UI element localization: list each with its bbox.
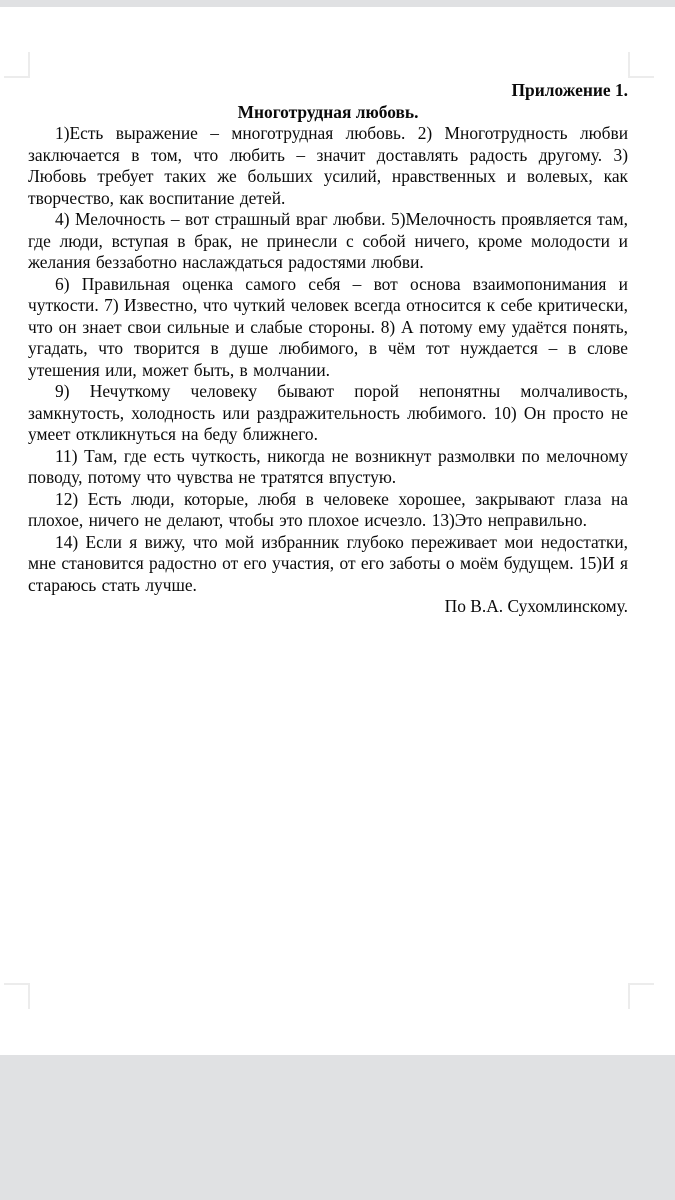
- appendix-label: Приложение 1.: [511, 80, 628, 100]
- paragraph-1: 1)Есть выражение – многотрудная любовь. 2) Многотрудность любви заключается в том, что любить – значит доставлять радость другому. 3) Любовь требует таких же больших усилий, нравственных и волевых, как творчество, как воспитание детей.: [28, 123, 628, 208]
- attribution: По В.А. Сухомлинскому.: [444, 596, 628, 616]
- document-title: Многотрудная любовь.: [237, 101, 419, 122]
- document-content: [28, 80, 628, 618]
- paragraph-4: 9) Нечуткому человеку бывают порой непонятны молчаливость, замкнутость, холодность или раздражительность любимого. 10) Он просто не умеет откликнуться на беду ближнего.: [28, 381, 628, 444]
- paragraph-3: 6) Правильная оценка самого себя – вот основа взаимопонимания и чуткости. 7) Известно, что чуткий человек всегда относится к себе критически, что он знает свои сильные и слабые стороны. 8) А потому ему удаётся понять, угадать, что творится в душе любимого, в чём тот нуждается – в слове утешения или, может быть, в молчании.: [28, 273, 628, 380]
- paragraph-6: 12) Есть люди, которые, любя в человеке хорошее, закрывают глаза на плохое, ничего не делают, чтобы это плохое исчезло. 13)Это неправильно.: [28, 488, 628, 530]
- crop-mark-bottom-right-icon: [628, 983, 654, 1009]
- crop-mark-top-right-icon: [628, 52, 654, 78]
- paragraph-2: 4) Мелочность – вот страшный враг любви. 5)Мелочность проявляется там, где люди, вступая в брак, не принесли с собой ничего, кроме молодости и желания беззаботно наслаждаться радостями любви.: [28, 209, 628, 272]
- document-page: [0, 7, 675, 1055]
- crop-mark-bottom-left-icon: [4, 983, 30, 1009]
- paragraph-7: 14) Если я вижу, что мой избранник глубоко переживает мои недостатки, мне становится радостно от его участия, от его заботы о моём будущем. 15)И я стараюсь стать лучше.: [28, 531, 628, 595]
- crop-mark-top-left-icon: [4, 52, 30, 78]
- paragraph-5: 11) Там, где есть чуткость, никогда не возникнут размолвки по мелочному поводу, потому что чувства не тратятся впустую.: [28, 445, 628, 487]
